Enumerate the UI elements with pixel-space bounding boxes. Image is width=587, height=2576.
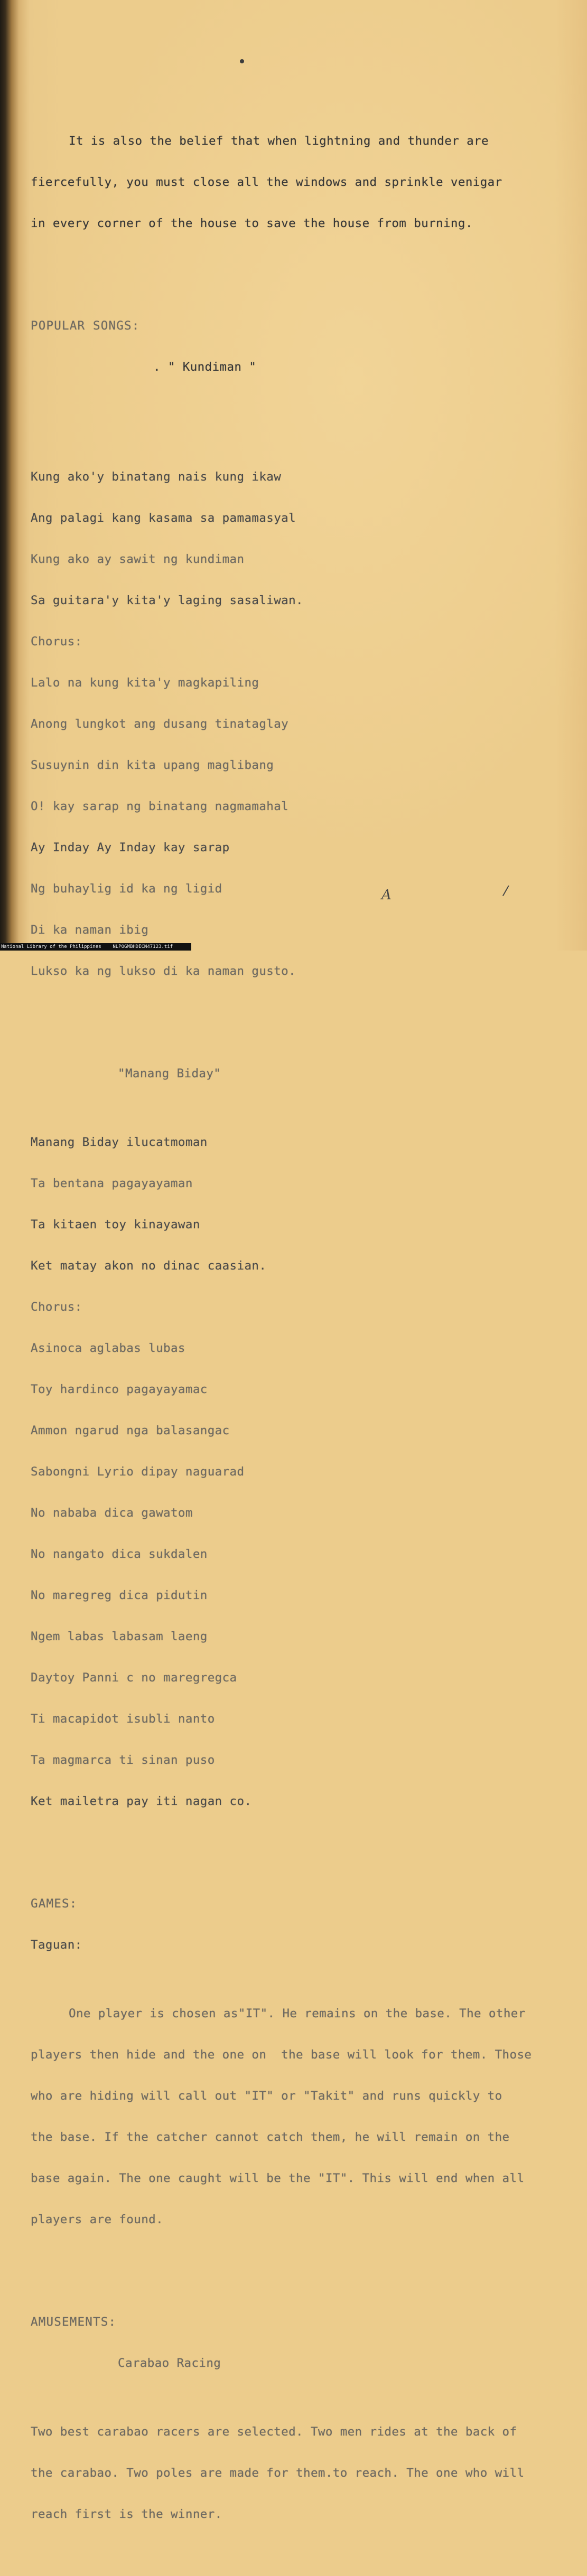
song-title-kundiman: . " Kundiman " <box>153 360 257 374</box>
typed-text-body <box>31 79 580 2576</box>
text-line: fiercefully, you must close all the windows and sprinkle venigar <box>31 175 502 189</box>
lyric-line: No nababa dica gawatom <box>31 1506 193 1520</box>
lyric-line: No maregreg dica pidutin <box>31 1588 208 1602</box>
margin-mark: A <box>381 887 392 903</box>
lyric-line: Kung ako ay sawit ng kundiman <box>31 552 245 566</box>
text-line: the base. If the catcher cannot catch them, he will remain on the <box>31 2130 510 2144</box>
text-line: base again. The one caught will be the "IT". This will end when all <box>31 2171 525 2185</box>
lyric-line: Toy hardinco pagayayamac <box>31 1383 208 1396</box>
text-line: in every corner of the house to save the house from burning. <box>31 217 473 230</box>
belief-paragraph <box>31 107 580 258</box>
lyric-line: Ket matay akon no dinac caasian. <box>31 1259 267 1273</box>
lyric-line: Ta kitaen toy kinayawan <box>31 1218 200 1231</box>
lyric-line: Ti macapidot isubli nanto <box>31 1712 215 1726</box>
text-line: players are found. <box>31 2213 164 2226</box>
song-manang-biday-lyrics <box>31 1108 580 1836</box>
lyric-line: Sabongni Lyrio dipay naguarad <box>31 1465 245 1479</box>
section-heading-songs: POPULAR SONGS: <box>31 319 140 333</box>
lyric-line: No nangato dica sukdalen <box>31 1547 208 1561</box>
lyric-line: Sa guitara'y kita'y laging sasaliwan. <box>31 594 304 607</box>
amusement-description <box>31 2398 580 2549</box>
game-description <box>31 1979 580 2254</box>
lyric-line: Anong lungkot ang dusang tinataglay <box>31 717 289 731</box>
lyric-line: Chorus: <box>31 635 82 648</box>
lyric-line: O! kay sarap ng binatang nagmamahal <box>31 800 289 813</box>
section-heading-amusements: AMUSEMENTS: <box>31 2315 117 2329</box>
lyric-line: Ay Inday Ay Inday kay sarap <box>31 841 230 854</box>
lyric-line: Ta bentana pagayayaman <box>31 1177 193 1190</box>
lyric-line: Ta magmarca ti sinan puso <box>31 1753 215 1767</box>
lyric-line: Di ka naman ibig <box>31 923 149 937</box>
lyric-line: Kung ako'y binatang nais kung ikaw <box>31 470 282 484</box>
lyric-line: Lalo na kung kita'y magkapiling <box>31 676 259 690</box>
text-line: reach first is the winner. <box>31 2507 222 2521</box>
lyric-line: Lukso ka ng lukso di ka naman gusto. <box>31 964 296 978</box>
lyric-line: Ngem labas labasam laeng <box>31 1630 208 1643</box>
lyric-line: Asinoca aglabas lubas <box>31 1341 185 1355</box>
margin-mark: / <box>501 882 510 899</box>
song-kundiman-lyrics <box>31 443 580 1005</box>
text-line: It is also the belief that when lightning and thunder are <box>69 134 489 148</box>
lyric-line: Manang Biday ilucatmoman <box>31 1135 208 1149</box>
song-title-manang-biday: "Manang Biday" <box>118 1067 221 1080</box>
text-line: players then hide and the one on the base will look for them. Those <box>31 2048 532 2062</box>
amusement-title: Carabao Racing <box>118 2356 221 2370</box>
lyric-line: Daytoy Panni c no maregregca <box>31 1671 237 1685</box>
text-line: who are hiding will call out "IT" or "Takit" and runs quickly to <box>31 2089 502 2103</box>
section-heading-games: GAMES: <box>31 1897 78 1911</box>
text-line: the carabao. Two poles are made for them.to reach. The one who will <box>31 2466 525 2480</box>
lyric-line: Chorus: <box>31 1300 82 1314</box>
lyric-line: Ang palagi kang kasama sa pamamasyal <box>31 511 296 525</box>
lyric-line: Ng buhaylig id ka ng ligid <box>31 882 222 896</box>
text-line: Two best carabao racers are selected. Two men rides at the back of <box>31 2425 517 2439</box>
lyric-line: Ket mailetra pay iti nagan co. <box>31 1794 252 1808</box>
text-line: One player is chosen as"IT". He remains on the base. The other <box>69 2007 526 2020</box>
lyric-line: Susuynin din kita upang maglibang <box>31 758 274 772</box>
lyric-line: Ammon ngarud nga balasangac <box>31 1424 230 1437</box>
archive-footer-label: National Library of the Philippines NLPOGMBHDECN47123.tif <box>0 943 191 951</box>
ink-dot <box>240 59 244 63</box>
game-name: Taguan: <box>31 1938 82 1952</box>
